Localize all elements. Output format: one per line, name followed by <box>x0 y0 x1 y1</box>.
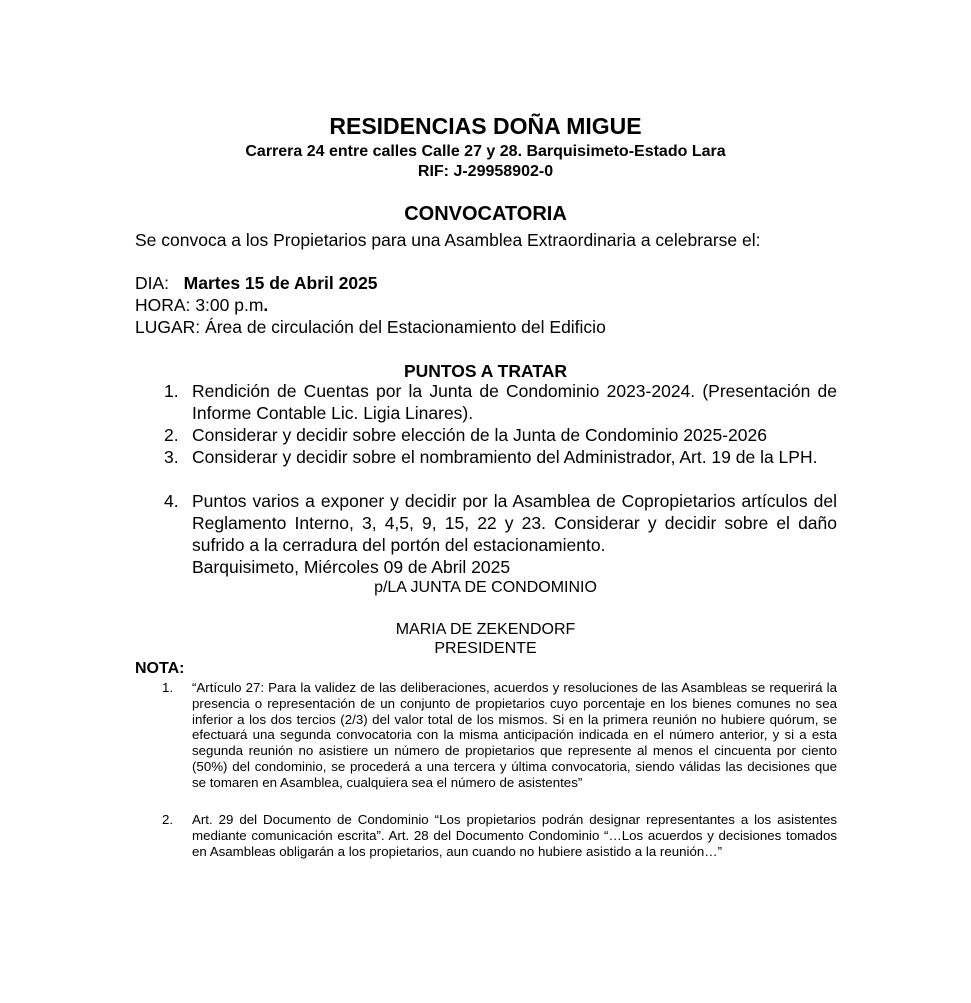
rif-number: RIF: J-29958902-0 <box>417 163 554 180</box>
note-label: NOTA: <box>135 660 185 677</box>
meeting-day <box>135 272 378 294</box>
meeting-place <box>135 316 606 338</box>
convocatoria-title: CONVOCATORIA <box>404 203 567 225</box>
note-item <box>162 812 837 859</box>
meeting-time-period: . <box>263 295 269 315</box>
note-item-number: 2. <box>162 812 174 827</box>
agenda-item-text: Puntos varios a exponer y decidir por la Asamblea de Copropietarios artículos del Reglamento Interno, 3, 4,5, 9, 15, 22 y 23. Considerar y decidir sobre el daño sufrido a la cerradura del portón del estacionamiento. <box>192 491 837 555</box>
note-list <box>162 812 837 859</box>
meeting-time-label: HORA: <box>135 295 191 315</box>
convocatoria-intro: Se convoca a los Propietarios para una Asamblea Extraordinaria a celebrarse el: <box>135 230 761 250</box>
agenda-item <box>160 424 837 446</box>
note-item-text: “Artículo 27: Para la validez de las deliberaciones, acuerdos y resoluciones de las Asambleas se requerirá la presencia o representación de un conjunto de propietarios cuyo porcentaje en los bienes comunes no sea inferior a los dos tercios (2/3) del valor total de los mismos. Si en la primera reunión no hubiere quórum, se efectuará una segunda convocatoria con la misma anticipación indicada en el número anterior, y si a esta segunda reunión no asistiere un número de propietarios que represente al menos el cincuenta por ciento (50%) del condominio, se procederá a una tercera y última convocatoria, siendo válidas las decisiones que se tomaren en Asamblea, cualquiera sea el número de asistentes” <box>192 680 837 790</box>
agenda-item-number: 2. <box>164 425 179 445</box>
agenda-item <box>160 380 837 424</box>
signature-city-date: Barquisimeto, Miércoles 09 de Abril 2025 <box>192 557 511 577</box>
agenda-item-text: Considerar y decidir sobre elección de la Junta de Condominio 2025-2026 <box>192 425 767 445</box>
agenda-item-number: 4. <box>164 491 179 511</box>
agenda-list <box>160 380 837 424</box>
agenda-item-text: Rendición de Cuentas por la Junta de Condominio 2023-2024. (Presentación de Informe Contable Lic. Ligia Linares). <box>192 381 837 423</box>
agenda-item <box>160 490 837 556</box>
meeting-day-value: Martes 15 de Abril 2025 <box>183 273 378 293</box>
signature-role: PRESIDENTE <box>434 640 537 657</box>
note-item-text: Art. 29 del Documento de Condominio “Los propietarios podrán designar representantes a los asistentes mediante comunicación escrita”. Art. 28 del Documento Condominio “…Los acuerdos y decisiones tomados en Asambleas obligarán a los propietarios, aun cuando no hubiere asistido a la reunión…” <box>192 812 837 859</box>
note-item <box>162 680 837 791</box>
signature-name: MARIA DE ZEKENDORF <box>395 621 576 638</box>
agenda-title: PUNTOS A TRATAR <box>403 361 567 381</box>
meeting-day-label: DIA: <box>135 273 170 293</box>
note-item-number: 1. <box>162 680 174 695</box>
meeting-time <box>135 294 268 316</box>
agenda-list <box>160 446 837 468</box>
building-address: Carrera 24 entre calles Calle 27 y 28. Barquisimeto-Estado Lara <box>245 143 726 160</box>
meeting-place-label: LUGAR: <box>135 317 201 337</box>
agenda-list <box>160 424 837 446</box>
agenda-item-number: 3. <box>164 447 179 467</box>
agenda-item-number: 1. <box>164 381 179 401</box>
note-list <box>162 680 837 791</box>
agenda-item-text: Considerar y decidir sobre el nombramiento del Administrador, Art. 19 de la LPH. <box>192 447 818 467</box>
meeting-place-value: Área de circulación del Estacionamiento del Edificio <box>205 317 606 337</box>
agenda-list <box>160 490 837 556</box>
document-title: RESIDENCIAS DOÑA MIGUE <box>329 113 642 139</box>
meeting-time-value: 3:00 p.m <box>195 295 264 315</box>
signature-board: p/LA JUNTA DE CONDOMINIO <box>374 579 597 596</box>
agenda-item <box>160 446 837 468</box>
